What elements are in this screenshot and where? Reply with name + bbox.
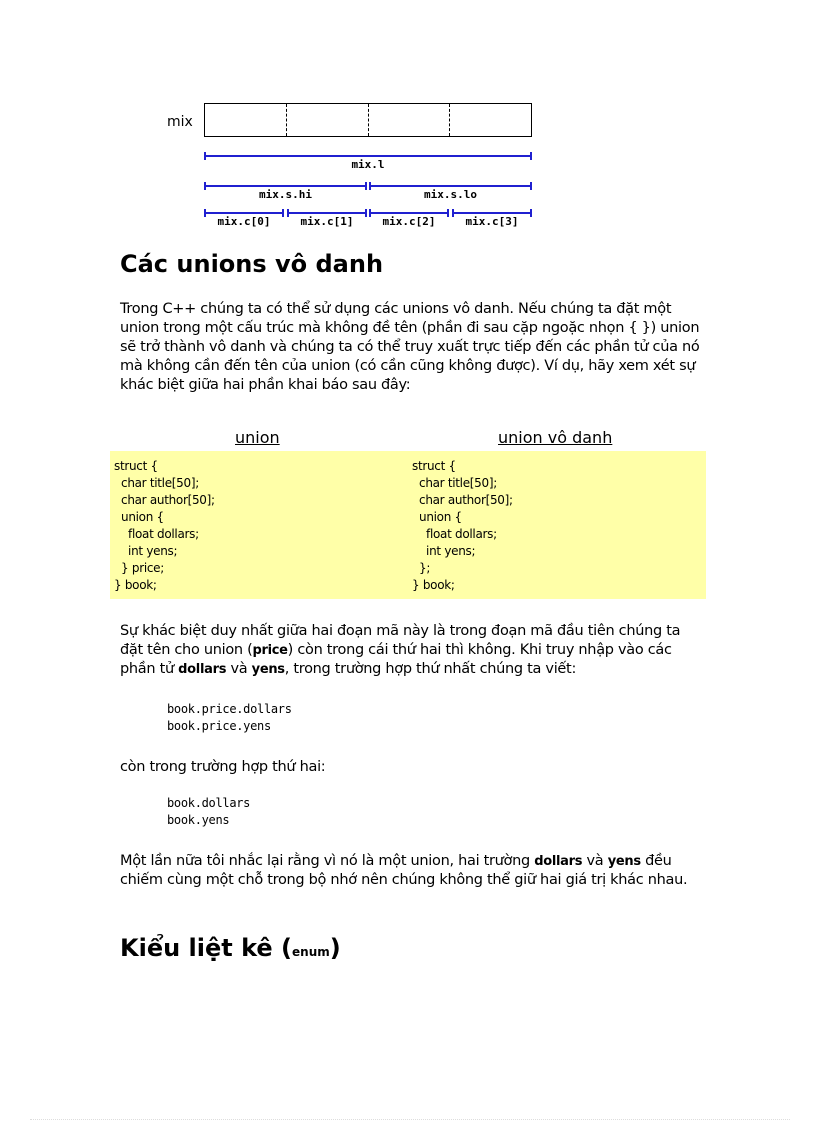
mix-s-hi-bar [204,185,367,187]
memory-byte-cell [205,104,287,136]
memory-note-paragraph: Một lần nữa tôi nhắc lại rằng vì nó là một union, hai trường dollars và yens đều chiếm cùng một chỗ trong bộ nhớ nên chúng không thể giữ hai giá trị khác nhau. [120,853,688,888]
mix-c2-bar [369,212,449,214]
mix-memory-box [204,103,532,137]
code-snippet-named: book.price.dollars book.price.yens [167,702,292,733]
code-comparison-box [110,451,706,599]
code-term-yens: yens [607,854,641,869]
code-term-dollars: dollars [178,662,227,677]
mix-c1-label: mix.c[1] [300,215,354,228]
mix-c2-label: mix.c[2] [382,215,436,228]
column-heading-union: union [235,428,280,447]
code-term-yens: yens [251,662,285,677]
mix-c0-bar [204,212,284,214]
mix-c3-label: mix.c[3] [465,215,519,228]
code-term-price: price [252,643,288,658]
code-snippet-anonymous: book.dollars book.yens [167,796,251,827]
code-anonymous-union: struct { char title[50]; char author[50]; union { float dollars; int yens; }; } book; [412,459,513,592]
memory-byte-cell [450,104,531,136]
section-heading-anonymous-unions: Các unions vô danh [120,250,384,278]
memory-byte-cell [369,104,451,136]
mix-c1-bar [287,212,367,214]
code-union: struct { char title[50]; char author[50]; union { float dollars; int yens; } price; } book; [114,459,215,592]
mix-c3-bar [452,212,532,214]
mix-s-lo-label: mix.s.lo [424,188,477,201]
page-bottom-divider [30,1119,790,1120]
difference-paragraph: Sự khác biệt duy nhất giữa hai đoạn mã này là trong đoạn mã đầu tiên chúng ta đặt tên cho union (price) còn trong cái thứ hai thì không. Khi truy nhập vào các phần tử dollars và yens, trong trường hợp thứ nhất chúng ta viết: [120,623,681,677]
mix-l-label: mix.l [351,158,385,171]
mix-label: mix [167,114,193,130]
mix-s-lo-bar [369,185,532,187]
mix-c0-label: mix.c[0] [217,215,271,228]
memory-byte-cell [287,104,369,136]
intro-paragraph: Trong C++ chúng ta có thể sử dụng các unions vô danh. Nếu chúng ta đặt một union trong một cấu trúc mà không đề tên (phần đi sau cặp ngoặc nhọn { }) union sẽ trở thành vô danh và chúng ta có thể truy xuất trực tiếp đến các phần tử của nó mà không cần đến tên của union (có cần cũng không được). Ví dụ, hãy xem xét sự khác biệt giữa hai phần khai báo sau đây: [120,301,700,393]
mix-l-bar [204,155,532,157]
code-term-dollars: dollars [534,854,583,869]
section-heading-enum: Kiểu liệt kê (enum) [120,934,341,962]
mix-s-hi-label: mix.s.hi [259,188,312,201]
column-heading-anonymous-union: union vô danh [498,428,613,447]
second-case-paragraph: còn trong trường hợp thứ hai: [120,759,326,775]
